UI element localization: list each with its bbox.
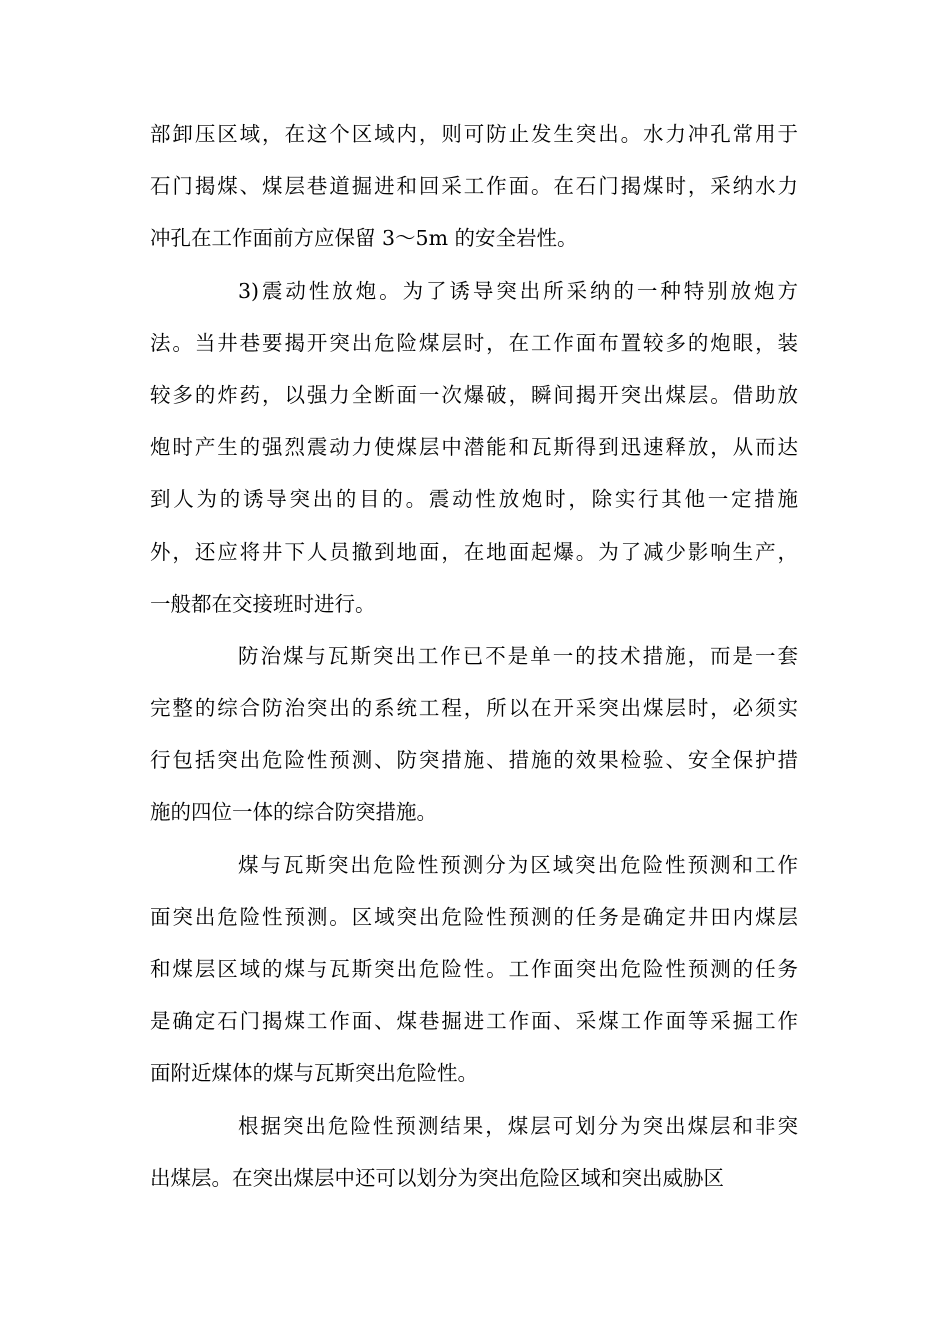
paragraph-continuation xyxy=(150,108,798,265)
text-line: 面附近煤体的煤与瓦斯突出危险性。 xyxy=(150,1061,478,1086)
paragraph-prediction xyxy=(150,839,798,1100)
paragraph-classification xyxy=(150,1100,798,1204)
text-line: 和煤层区域的煤与瓦斯突出危险性。工作面突出危险性预测的任务 xyxy=(150,957,798,981)
text-line: 施的四位一体的综合防突措施。 xyxy=(150,800,437,825)
paragraph-comprehensive-measures xyxy=(150,630,798,839)
text-line: 部卸压区域，在这个区域内，则可防止发生突出。水力冲孔常用于 xyxy=(150,122,798,146)
text-line: 行包括突出危险性预测、防突措施、措施的效果检验、安全保护措 xyxy=(150,748,798,773)
text-line: 煤与瓦斯突出危险性预测分为区域突出危险性预测和工作 xyxy=(238,852,798,877)
text-line: 面突出危险性预测。区域突出危险性预测的任务是确定井田内煤层 xyxy=(150,904,798,929)
text-line: 3)震动性放炮。为了诱导突出所采纳的一种特别放炮方 xyxy=(238,278,798,303)
paragraph-shock-blasting xyxy=(150,265,798,630)
text-line: 较多的炸药，以强力全断面一次爆破，瞬间揭开突出煤层。借助放 xyxy=(150,382,798,407)
text-line: 根据突出危险性预测结果，煤层可划分为突出煤层和非突 xyxy=(238,1113,798,1138)
text-line: 完整的综合防治突出的系统工程，所以在开采突出煤层时，必须实 xyxy=(150,696,798,721)
text-line: 到人为的诱导突出的目的。震动性放炮时，除实行其他一定措施 xyxy=(150,487,798,512)
text-line: 石门揭煤、煤层巷道掘进和回采工作面。在石门揭煤时，采纳水力 xyxy=(150,174,798,199)
text-line: 法。当井巷要揭开突出危险煤层时，在工作面布置较多的炮眼，装 xyxy=(150,330,798,355)
text-line: 冲孔在工作面前方应保留 3～5m 的安全岩性。 xyxy=(150,226,578,251)
body-text xyxy=(150,108,798,1204)
text-line: 防治煤与瓦斯突出工作已不是单一的技术措施，而是一套 xyxy=(238,643,798,668)
text-line: 炮时产生的强烈震动力使煤层中潜能和瓦斯得到迅速释放，从而达 xyxy=(150,435,798,460)
text-line: 出煤层。在突出煤层中还可以划分为突出危险区域和突出威胁区 xyxy=(150,1165,724,1190)
text-line: 一般都在交接班时进行。 xyxy=(150,591,376,616)
text-line: 是确定石门揭煤工作面、煤巷掘进工作面、采煤工作面等采掘工作 xyxy=(150,1009,798,1034)
text-line: 外，还应将井下人员撤到地面，在地面起爆。为了减少影响生产， xyxy=(150,539,798,564)
